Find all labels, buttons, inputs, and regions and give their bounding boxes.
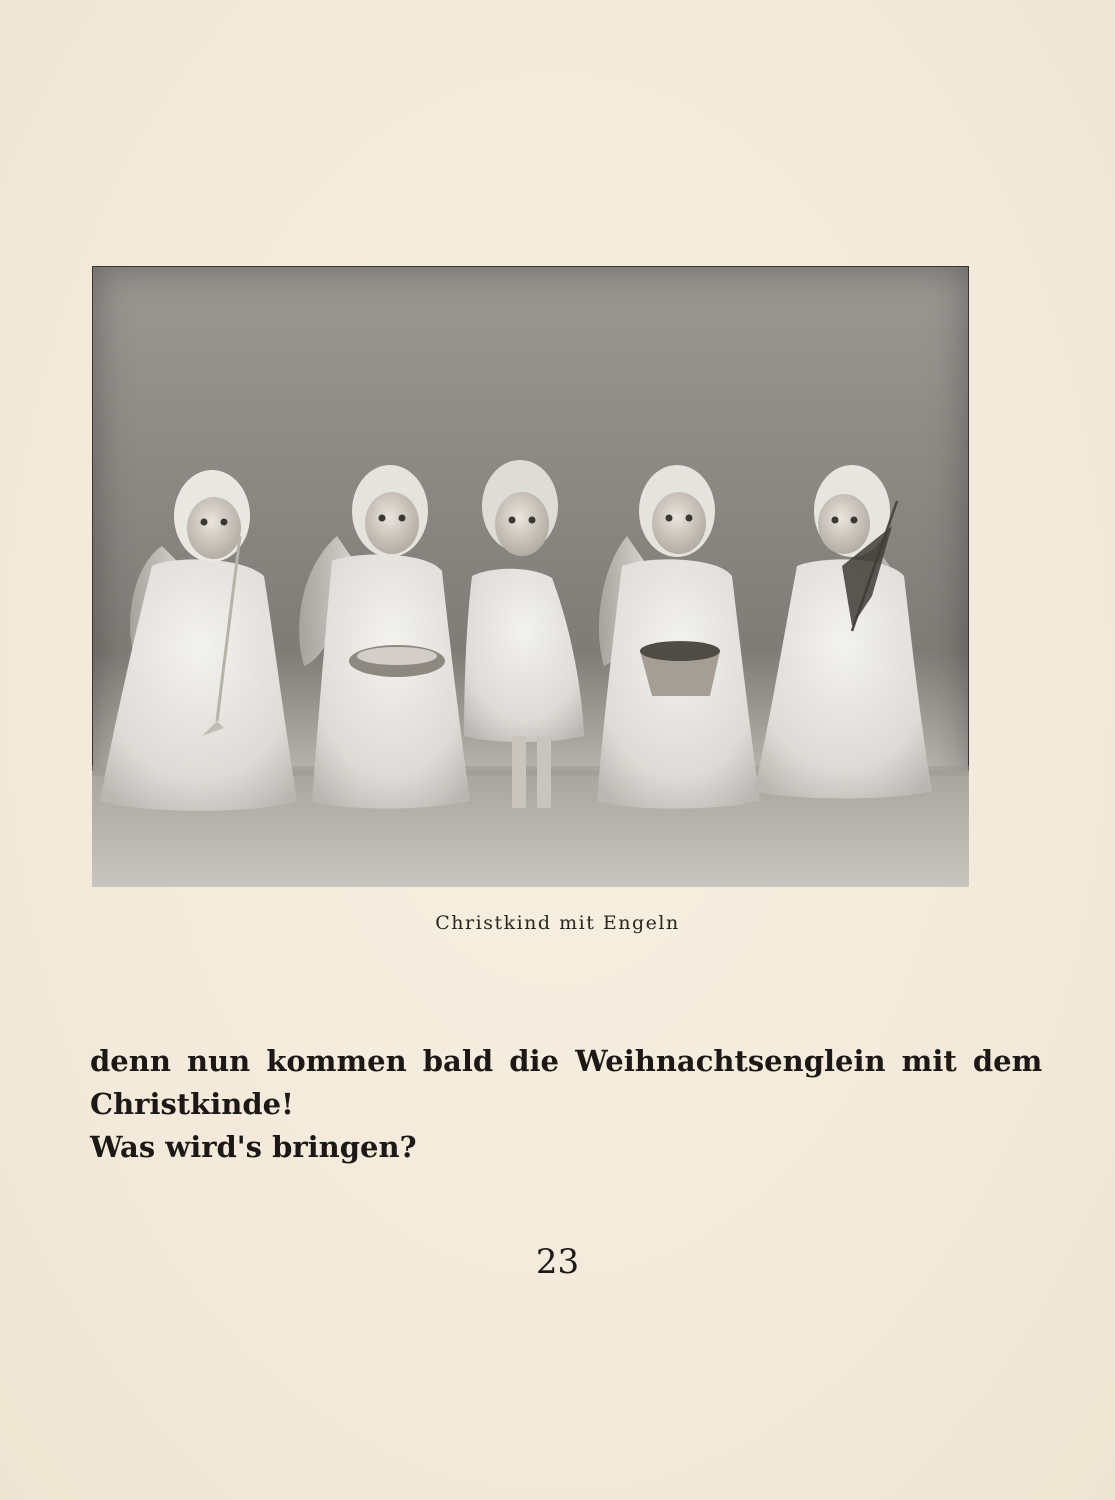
angel-with-basket [597,465,760,809]
page-number: 23 [535,1242,580,1282]
body-line-1: denn nun kommen bald die Weihnachtsenglein mit dem [90,1044,1043,1078]
photo-image [92,266,969,887]
angel-with-trumpet [100,470,297,811]
christkind-doll [464,460,584,808]
angel-with-tree [754,465,932,799]
photo-christkind-with-angels [92,266,969,887]
angel-with-bowl [299,465,470,809]
figure-caption: Christkind mit Engeln [435,912,680,934]
body-paragraph [90,1040,1043,1169]
body-line-3: Was wird's bringen? [90,1130,417,1164]
body-line-2: Christkinde! [90,1087,294,1121]
